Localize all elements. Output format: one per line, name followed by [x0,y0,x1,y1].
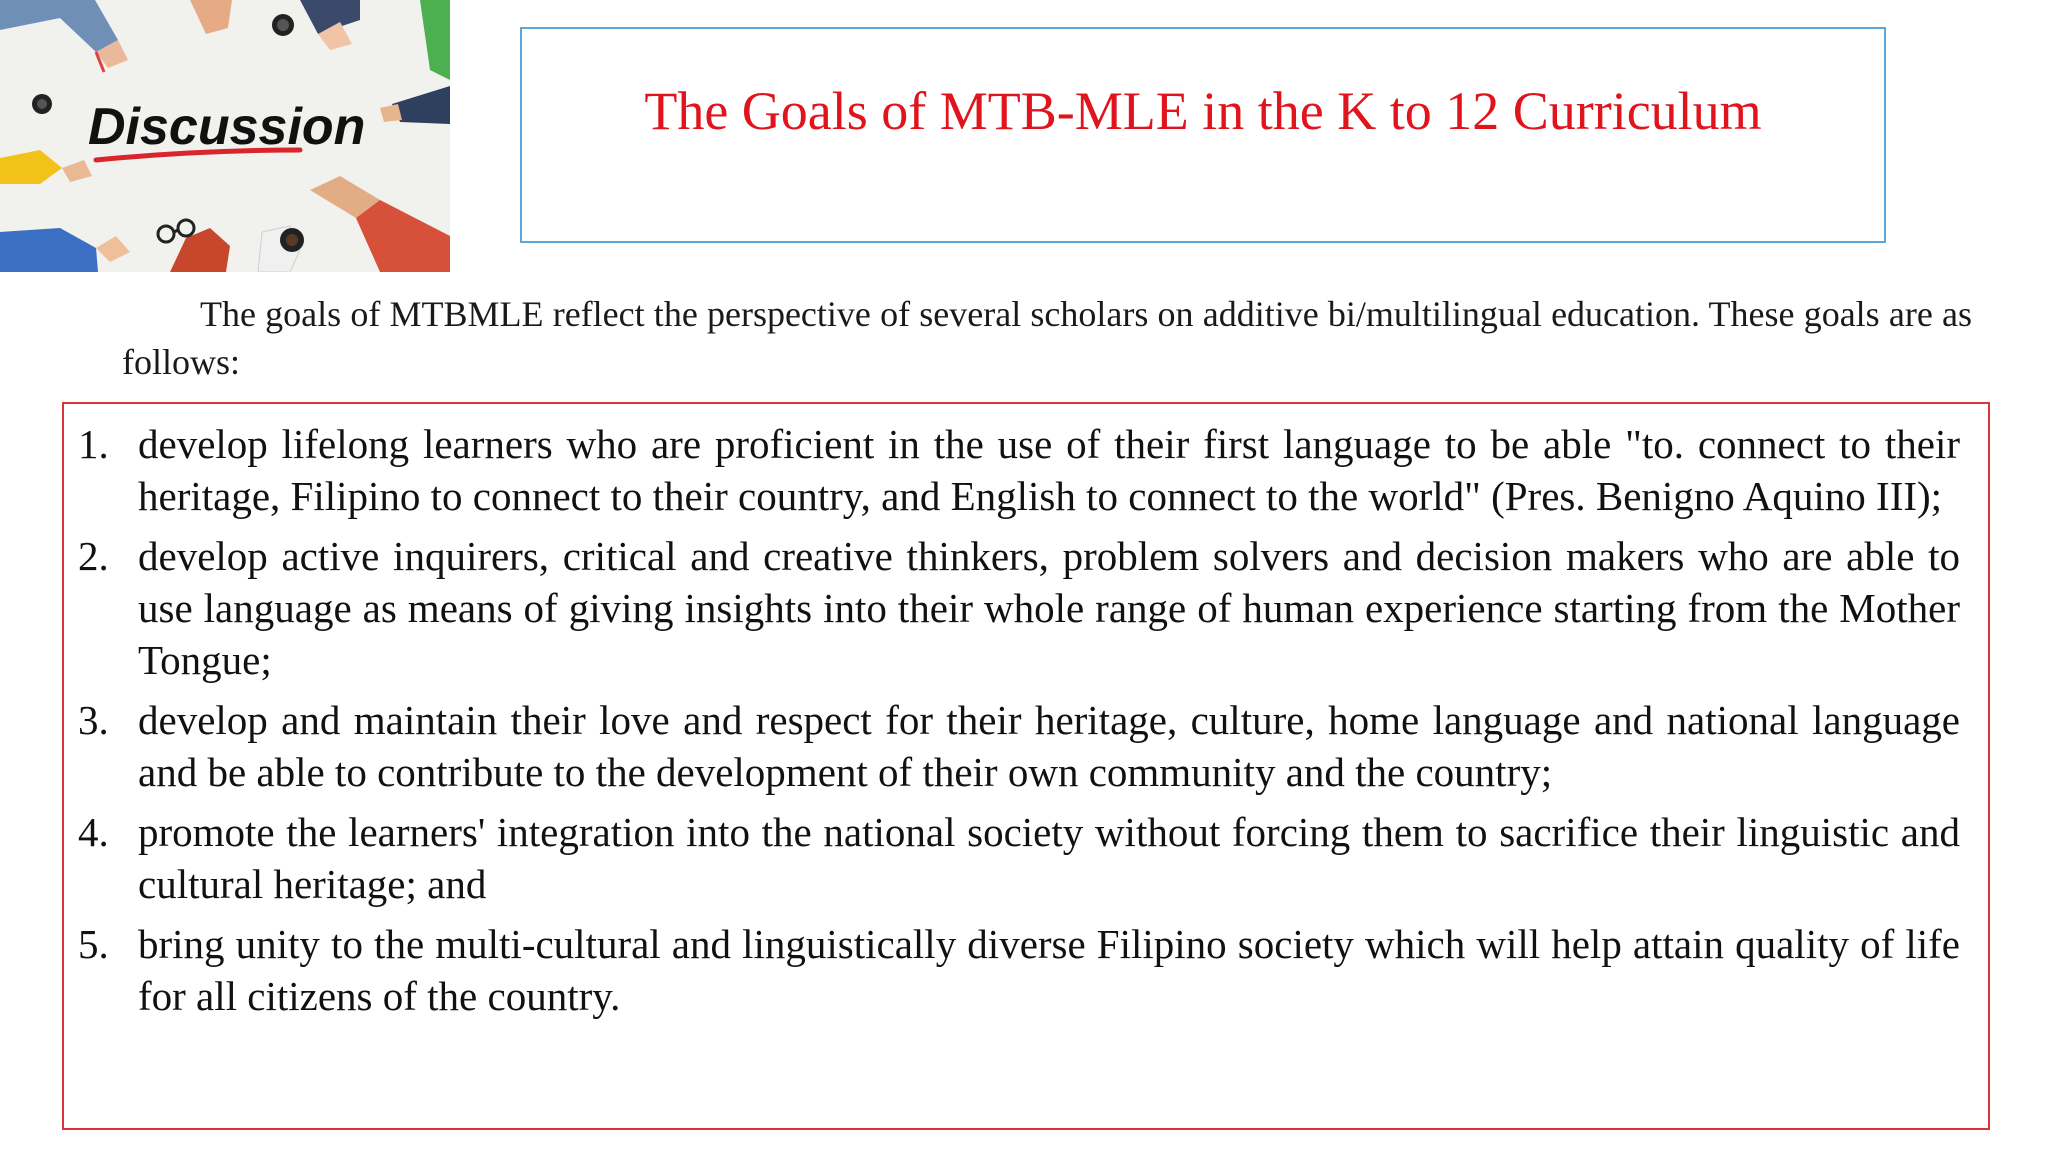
goal-text: develop lifelong learners who are proficient in the use of their first language to be able "to. connect to their heritage, Filipino to connect to their country, and English to connect to the world" (Pres. Benigno Aquino III); [138,421,1960,519]
goal-item-1 [78,418,1960,522]
goal-item-3 [78,694,1960,798]
goal-number: 5. [78,921,109,967]
discussion-word: Discussion [88,98,366,156]
goal-item-4 [78,806,1960,910]
discussion-illustration [0,0,450,272]
goal-item-5 [78,918,1960,1022]
goals-list [78,418,1960,1030]
discussion-image [0,0,450,272]
goal-text: develop active inquirers, critical and creative thinkers, problem solvers and decision makers who are able to use language as means of giving insights into their whole range of human experience starting from the Mother Tongue; [138,533,1960,683]
goals-box [62,402,1990,1130]
goal-number: 1. [78,421,109,467]
goal-item-2 [78,530,1960,686]
goal-number: 4. [78,809,109,855]
goal-text: promote the learners' integration into the national society without forcing them to sacrifice their linguistic and cultural heritage; and [138,809,1960,907]
intro-paragraph: The goals of MTBMLE reflect the perspective of several scholars on additive bi/multilingual education. These goals are as follows: [122,294,1972,382]
goal-text: develop and maintain their love and respect for their heritage, culture, home language and national language and be able to contribute to the development of their own community and the country; [138,697,1960,795]
title-box [520,27,1886,243]
goal-number: 2. [78,533,109,579]
goal-text: bring unity to the multi-cultural and linguistically diverse Filipino society which will help attain quality of life for all citizens of the country. [138,921,1960,1019]
page-title: The Goals of MTB-MLE in the K to 12 Curriculum [644,81,1762,141]
goal-number: 3. [78,697,109,743]
